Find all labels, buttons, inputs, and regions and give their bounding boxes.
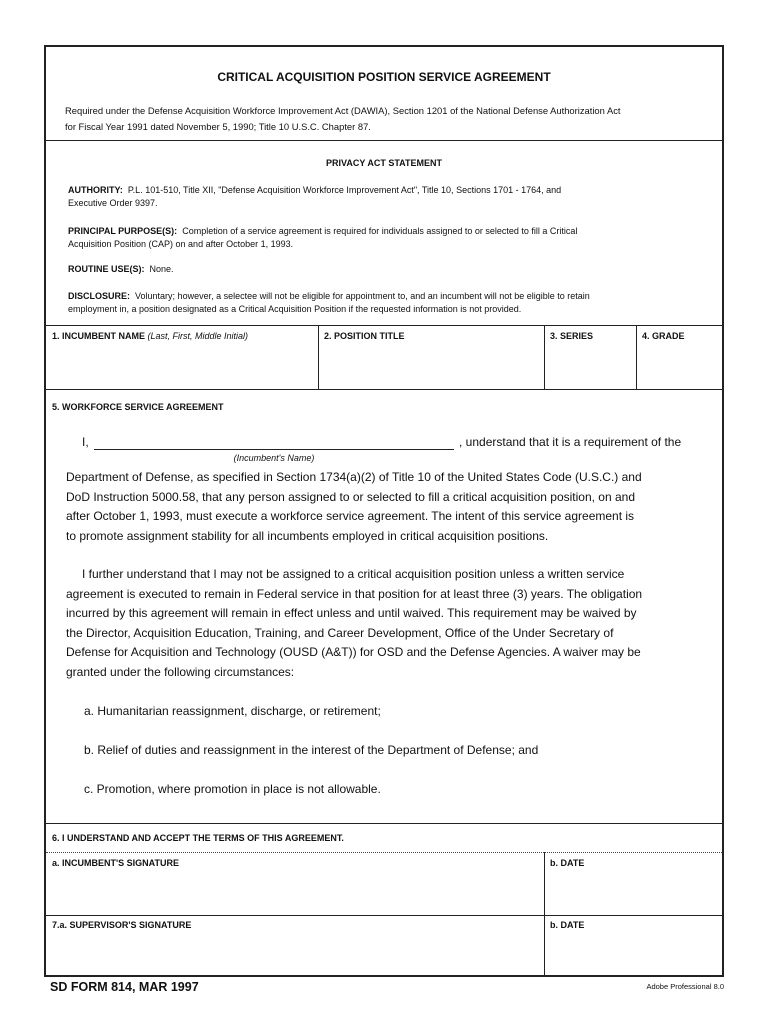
incumbent-name-label: 1. INCUMBENT NAME (Last, First, Middle Initial) bbox=[52, 331, 249, 341]
paragraph-line: to promote assignment stability for all incumbents employed in critical acquisition positions. bbox=[66, 528, 549, 543]
divider bbox=[636, 325, 637, 389]
agreement-understand: , understand that it is a requirement of the bbox=[459, 435, 682, 449]
circumstance-b: b. Relief of duties and reassignment in the interest of the Department of Defense; and bbox=[84, 743, 539, 757]
agreement-paragraph-2 bbox=[66, 565, 716, 682]
disclosure-label: DISCLOSURE: bbox=[68, 291, 131, 301]
software-note: Adobe Professional 8.0 bbox=[646, 982, 724, 991]
position-title-label: 2. POSITION TITLE bbox=[324, 331, 405, 341]
circumstance-a: a. Humanitarian reassignment, discharge, or retirement; bbox=[84, 704, 381, 718]
intro-line: for Fiscal Year 1991 dated November 5, 1990; Title 10 U.S.C. Chapter 87. bbox=[65, 121, 371, 132]
incumbent-date-field[interactable] bbox=[546, 870, 722, 914]
routine-label: ROUTINE USE(S): bbox=[68, 264, 145, 274]
supervisor-signature-field[interactable] bbox=[48, 932, 542, 974]
disclosure-text: employment in, a position designated as a Critical Acquisition Position if the requested information is not provided. bbox=[68, 304, 522, 314]
accept-terms-label: 6. I UNDERSTAND AND ACCEPT THE TERMS OF THIS AGREEMENT. bbox=[52, 833, 344, 843]
incumbent-name-line[interactable] bbox=[94, 449, 454, 450]
privacy-authority bbox=[68, 184, 708, 210]
disclosure-text: Voluntary; however, a selectee will not be eligible for appointment to, and an incumbent will not be eligible to retain bbox=[135, 291, 590, 301]
paragraph-line: DoD Instruction 5000.58, that any person assigned to or selected to fill a critical acquisition position, on and bbox=[66, 489, 635, 504]
paragraph-line: incurred by this agreement will remain in effect unless and until waived. This requirement may be waived by bbox=[66, 606, 637, 620]
privacy-purpose bbox=[68, 225, 708, 251]
series-label: 3. SERIES bbox=[550, 331, 594, 341]
agreement-i: I, bbox=[82, 435, 89, 449]
privacy-routine bbox=[68, 263, 708, 276]
privacy-disclosure bbox=[68, 290, 708, 316]
paragraph-line: Defense for Acquisition and Technology (OUSD (A&T)) for OSD and the Defense Agencies. A waiver may be bbox=[66, 645, 641, 659]
incumbent-date-label: b. DATE bbox=[550, 858, 585, 868]
dotted-divider bbox=[46, 852, 722, 853]
divider bbox=[46, 915, 722, 916]
circumstance-c: c. Promotion, where promotion in place is not allowable. bbox=[84, 782, 381, 796]
divider bbox=[46, 389, 722, 390]
incumbent-name-hint: (Last, First, Middle Initial) bbox=[147, 331, 249, 341]
divider bbox=[46, 325, 722, 326]
intro-line: Required under the Defense Acquisition Workforce Improvement Act (DAWIA), Section 1201 of the National Defense Authorization Act bbox=[65, 105, 621, 116]
grade-label: 4. GRADE bbox=[642, 331, 685, 341]
agreement-paragraph-1 bbox=[66, 468, 716, 546]
routine-text: None. bbox=[149, 264, 174, 274]
agreement-heading: 5. WORKFORCE SERVICE AGREEMENT bbox=[52, 402, 224, 412]
divider bbox=[46, 140, 722, 141]
incumbent-signature-label: a. INCUMBENT'S SIGNATURE bbox=[52, 858, 179, 868]
form-title: CRITICAL ACQUISITION POSITION SERVICE AGREEMENT bbox=[217, 70, 551, 84]
form-number: SD FORM 814, MAR 1997 bbox=[50, 980, 199, 994]
position-title-field[interactable] bbox=[320, 343, 542, 387]
paragraph-line: the Director, Acquisition Education, Training, and Career Development, Office of the Under Secretary of bbox=[66, 625, 614, 640]
paragraph-line: Department of Defense, as specified in Section 1734(a)(2) of Title 10 of the United States Code (U.S.C.) and bbox=[66, 470, 642, 484]
authority-text: P.L. 101-510, Title XII, "Defense Acquisition Workforce Improvement Act", Title 10, Sections 1701 - 1764, and bbox=[127, 185, 562, 195]
purpose-label: PRINCIPAL PURPOSE(S): bbox=[68, 226, 178, 236]
grade-field[interactable] bbox=[638, 343, 722, 387]
paragraph-line: after October 1, 1993, must execute a workforce service agreement. The intent of this service agreement is bbox=[66, 509, 635, 523]
service-agreement-form bbox=[44, 45, 724, 977]
divider bbox=[544, 852, 545, 976]
series-field[interactable] bbox=[546, 343, 634, 387]
intro-text bbox=[65, 103, 715, 135]
authority-label: AUTHORITY: bbox=[68, 185, 123, 195]
incumbent-name-field[interactable] bbox=[48, 343, 316, 387]
supervisor-signature-label: 7.a. SUPERVISOR'S SIGNATURE bbox=[52, 920, 192, 930]
paragraph-line: I further understand that I may not be assigned to a critical acquisition position unless a written service bbox=[82, 567, 625, 581]
incumbent-signature-field[interactable] bbox=[48, 870, 542, 914]
purpose-text: Acquisition Position (CAP) on and after October 1, 1993. bbox=[68, 239, 294, 249]
supervisor-date-label: b. DATE bbox=[550, 920, 585, 930]
divider bbox=[544, 325, 545, 389]
divider bbox=[46, 823, 722, 824]
paragraph-line: granted under the following circumstances: bbox=[66, 664, 295, 679]
privacy-heading: PRIVACY ACT STATEMENT bbox=[325, 158, 442, 168]
purpose-text: Completion of a service agreement is required for individuals assigned to or selected to fill a Critical bbox=[182, 226, 578, 236]
paragraph-line: agreement is executed to remain in Federal service in that position for at least three (3) years. The obligation bbox=[66, 586, 643, 601]
incumbent-name-hint: (Incumbent's Name) bbox=[233, 453, 315, 463]
supervisor-date-field[interactable] bbox=[546, 932, 722, 974]
authority-text: Executive Order 9397. bbox=[68, 198, 158, 208]
divider bbox=[318, 325, 319, 389]
